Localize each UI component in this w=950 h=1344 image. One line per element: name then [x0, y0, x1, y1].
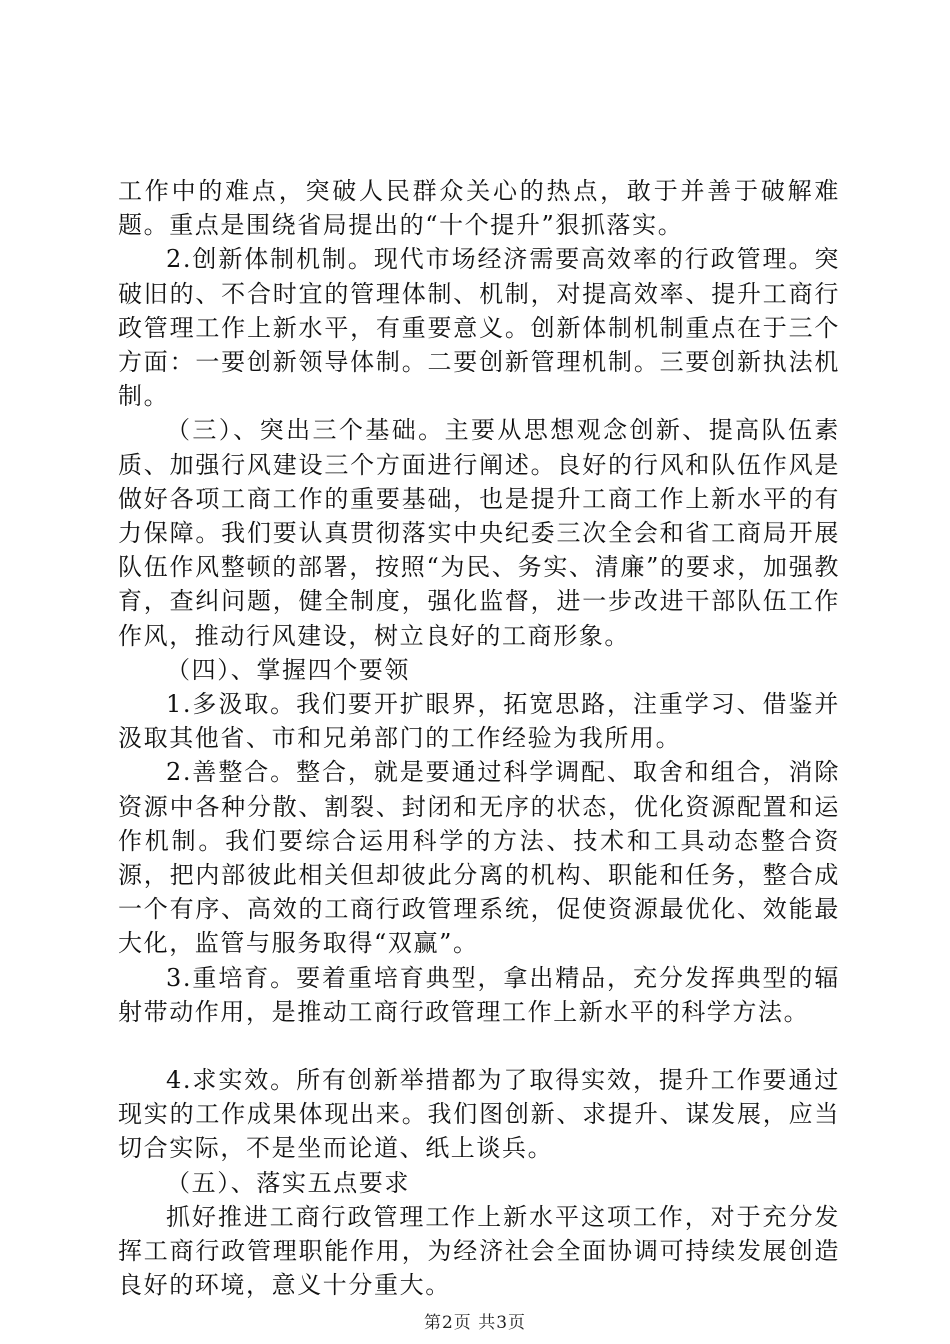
page-number: 第2页 共3页 [423, 1313, 527, 1333]
heading-section-four: （四）、掌握四个要领 [166, 655, 410, 684]
paragraph-continuation: 工作中的难点，突破人民群众关心的热点，敢于并善于破解难题。重点是围绕省局提出的“十个提升”狠抓落实。 [118, 177, 840, 240]
page-footer [0, 1308, 950, 1333]
paragraph-item-integrate: 2.善整合。整合，就是要通过科学调配、取舍和组合，消除资源中各种分散、割裂、封闭和无序的状态，优化资源配置和运作机制。我们要综合运用科学的方法、技术和工具动态整合资源，把内部彼此相关但却彼此分离的机构、职能和任务，整合成一个有序、高效的工商行政管理系统，促使资源最优化、效能最大化，监管与服务取得“双赢”。 [118, 758, 840, 958]
heading-section-five: （五）、落实五点要求 [166, 1168, 410, 1197]
paragraph-section-five-body: 抓好推进工商行政管理工作上新水平这项工作，对于充分发挥工商行政管理职能作用，为经济社会全面协调可持续发展创造良好的环境，意义十分重大。 [118, 1202, 840, 1300]
paragraph-item-effect: 4.求实效。所有创新举措都为了取得实效，提升工作要通过现实的工作成果体现出来。我们图创新、求提升、谋发展，应当切合实际，不是坐而论道、纸上谈兵。 [118, 1066, 840, 1163]
paragraph-section-three: （三）、突出三个基础。主要从思想观念创新、提高队伍素质、加强行风建设三个方面进行阐述。良好的行风和队伍作风是做好各项工商工作的重要基础，也是提升工商工作上新水平的有力保障。我们要认真贯彻落实中央纪委三次全会和省工商局开展队伍作风整顿的部署，按照“为民、务实、清廉”的要求，加强教育，查纠问题，健全制度，强化监督，进一步改进干部队伍工作作风，推动行风建设，树立良好的工商形象。 [118, 416, 840, 650]
document-body [118, 174, 840, 1303]
paragraph-item-absorb: 1.多汲取。我们要开扩眼界，拓宽思路，注重学习、借鉴并汲取其他省、市和兄弟部门的工作经验为我所用。 [118, 690, 840, 753]
paragraph-innovate-mechanism: 2.创新体制机制。现代市场经济需要高效率的行政管理。突破旧的、不合时宜的管理体制、机制，对提高效率、提升工商行政管理工作上新水平，有重要意义。创新体制机制重点在于三个方面：一要创新领导体制。二要创新管理机制。三要创新执法机制。 [118, 245, 840, 411]
paragraph-item-cultivate: 3.重培育。要着重培育典型，拿出精品，充分发挥典型的辐射带动作用，是推动工商行政管理工作上新水平的科学方法。 [118, 963, 840, 1026]
